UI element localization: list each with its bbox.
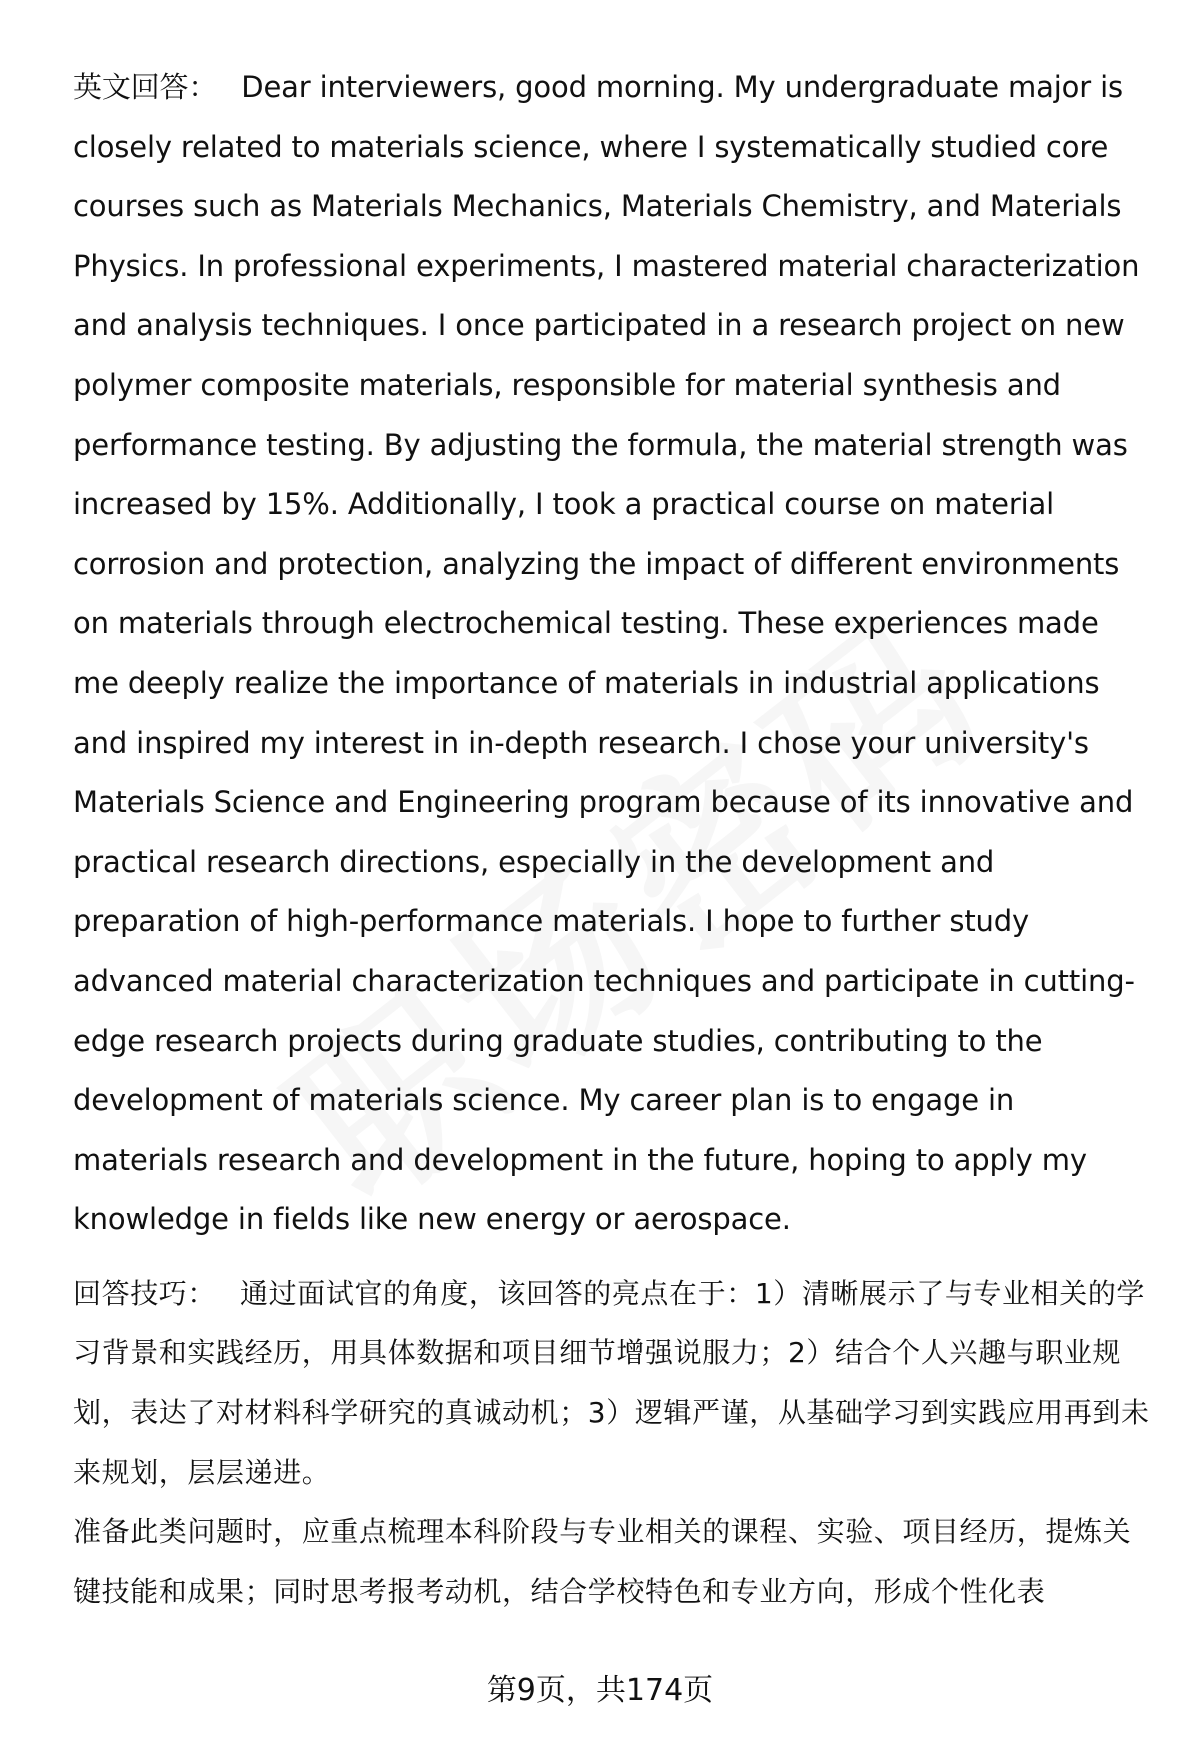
answer-tips-text: 通过面试官的角度，该回答的亮点在于：1）清晰展示了与专业相关的学习背景和实践经历，用具体数据和项目细节增强说服力；2）结合个人兴趣与职业规划，表达了对材料科学研究的真诚动机；3）逻辑严谨，从基础学习到实践应用再到未来规划，层层递进。 [73,1276,1150,1489]
page-content [73,58,1153,1621]
english-answer-text: Dear interviewers, good morning. My undergraduate major is closely related to materials science, where I systematically studied core courses such as Materials Mechanics, Materials Chemistry, and Materials Physics. In professional experiments, I mastered material characterization and analysis techniques. I once participated in a research project on new polymer composite materials, responsible for material synthesis and performance testing. By adjusting the formula, the material strength was increased by 15%. Additionally, I took a practical course on material corrosion and protection, analyzing the impact of different environments on materials through electrochemical testing. These experiences made me deeply realize the importance of materials in industrial applications and inspired my interest in in-depth research. I chose your university's Materials Science and Engineering program because of its innovative and practical research directions, especially in the development and preparation of high-performance materials. I hope to further study advanced material characterization techniques and participate in cutting-edge research projects during graduate studies, contributing to the development of materials science. My career plan is to engage in materials research and development in the future, hoping to apply my knowledge in fields like new energy or aerospace. [73,70,1140,1237]
english-answer-label: 英文回答： [73,70,218,104]
page-number: 第9页，共174页 [486,1673,714,1708]
english-answer-paragraph [73,58,1153,1250]
preparation-paragraph [73,1502,1153,1621]
answer-tips-paragraph [73,1264,1153,1502]
paragraph-gap [73,1250,1153,1264]
preparation-text: 准备此类问题时，应重点梳理本科阶段与专业相关的课程、实验、项目经历，提炼关键技能和成果；同时思考报考动机，结合学校特色和专业方向，形成个性化表 [73,1515,1132,1608]
answer-tips-label: 回答技巧： [73,1276,217,1310]
